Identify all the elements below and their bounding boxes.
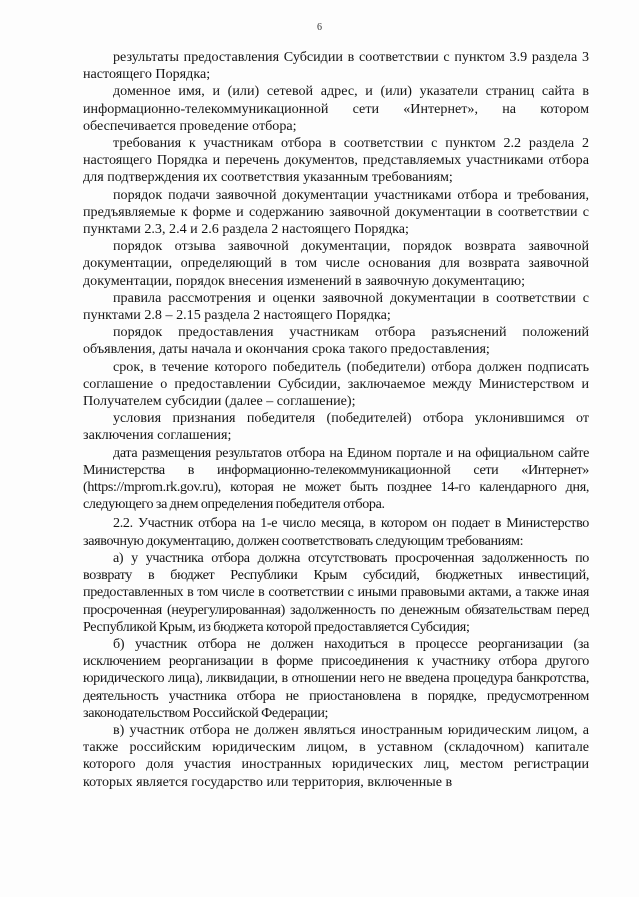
paragraph-submission-procedure: порядок подачи заявочной документации участниками отбора и требования, предъявляемые к форме и содержанию заявочной документации в соответствии с пунктами 2.3, 2.4 и 2.6 раздела 2 настоящего Порядка; bbox=[83, 186, 589, 238]
paragraph-clarifications: порядок предоставления участникам отбора разъяснений положений объявления, даты начала и окончания срока такого предоставления; bbox=[83, 324, 589, 358]
page-number: 6 bbox=[317, 22, 322, 33]
document-body bbox=[83, 49, 589, 791]
paragraph-domain-name: доменное имя, и (или) сетевой адрес, и (или) указатели страниц сайта в информационно-телекоммуникационной сети «Интернет», на котором обеспечивается проведение отбора; bbox=[83, 83, 589, 134]
paragraph-participant-requirements: требования к участникам отбора в соответствии с пунктом 2.2 раздела 2 настоящего Порядка и перечень документов, представляемых участниками отбора для подтверждения их соответствия указанным требованиям; bbox=[83, 135, 589, 186]
paragraph-item-v: в) участник отбора не должен являться иностранным юридическим лицом, а также российским юридическим лицом, в уставном (складочном) капитале которого доля участия иностранных юридических лиц, местом регистрации которых является государство или территория, включенные в bbox=[83, 721, 589, 790]
paragraph-section-2-2: 2.2. Участник отбора на 1-е число месяца, в котором он подает в Министерство заявочную документацию, должен соответствовать следующим требованиям: bbox=[83, 515, 589, 549]
paragraph-withdrawal-procedure: порядок отзыва заявочной документации, порядок возврата заявочной документации, определяющий в том числе основания для возврата заявочной документации, порядок внесения изменений в заявочную документацию; bbox=[83, 238, 589, 289]
paragraph-agreement-deadline: срок, в течение которого победитель (победители) отбора должен подписать соглашение о предоставлении Субсидии, заключаемое между Министерством и Получателем субсидии (далее – соглашение); bbox=[83, 358, 589, 410]
paragraph-evasion-conditions: условия признания победителя (победителей) отбора уклонившимся от заключения соглашения; bbox=[83, 410, 589, 444]
paragraph-evaluation-rules: правила рассмотрения и оценки заявочной документации в соответствии с пунктами 2.8 – 2.15 раздела 2 настоящего Порядка; bbox=[83, 289, 589, 324]
paragraph-item-a: а) у участника отбора должна отсутствовать просроченная задолженность по возврату в бюджет Республики Крым субсидий, бюджетных инвестиций, предоставленных в том числе в соответствии с иными правовыми актами, а также иная просроченная (неурегулированная) задолженность по денежным обязательствам перед Республикой Крым, из бюджета которой предоставляется Субсидия; bbox=[83, 549, 589, 635]
paragraph-subsidy-results: результаты предоставления Субсидии в соответствии с пунктом 3.9 раздела 3 настоящего Порядка; bbox=[83, 49, 589, 83]
paragraph-item-b: б) участник отбора не должен находиться в процессе реорганизации (за исключением реорганизации в форме присоединения к участнику отбора другого юридического лица), ликвидации, в отношении него не введена процедура банкротства, деятельность участника отбора не приостановлена в порядке, предусмотренном законодательством Российской Федерации; bbox=[83, 635, 589, 721]
paragraph-results-publication: дата размещения результатов отбора на Едином портале и на официальном сайте Министерства в информационно-телекоммуникационной сети «Интернет» (https://mprom.rk.gov.ru), которая не может быть позднее 14-го календарного дня, следующего за днем определения победителя отбора. bbox=[83, 444, 589, 513]
